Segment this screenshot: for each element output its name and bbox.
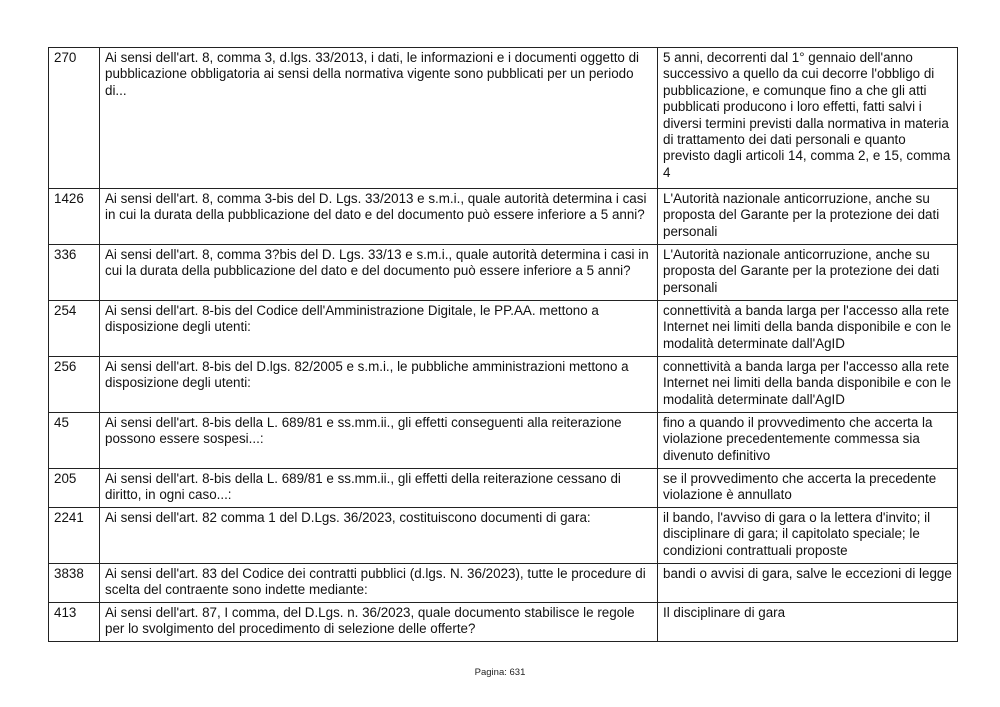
answer-text-cell: Il disciplinare di gara [658, 603, 958, 642]
question-text-cell: Ai sensi dell'art. 8, comma 3?bis del D. Lgs. 33/13 e s.m.i., quale autorità determina i casi in cui la durata della pubblicazione del dato e del documento può essere inferiore a 5 anni? [100, 245, 658, 301]
answer-text-cell: L'Autorità nazionale anticorruzione, anche su proposta del Garante per la protezione dei dati personali [658, 245, 958, 301]
question-text-cell: Ai sensi dell'art. 8-bis del Codice dell'Amministrazione Digitale, le PP.AA. mettono a disposizione degli utenti: [100, 301, 658, 357]
question-text-cell: Ai sensi dell'art. 8, comma 3-bis del D. Lgs. 33/2013 e s.m.i., quale autorità determina i casi in cui la durata della pubblicazione del dato e del documento può essere inferiore a 5 anni? [100, 189, 658, 245]
table-row [49, 564, 958, 603]
answer-text-cell: se il provvedimento che accerta la precedente violazione è annullato [658, 469, 958, 508]
answer-text-cell: 5 anni, decorrenti dal 1° gennaio dell'anno successivo a quello da cui decorre l'obbligo di pubblicazione, e comunque fino a che gli atti pubblicati producono i loro effetti, fatti salvi i diversi termini previsti dalla normativa in materia di trattamento dei dati personali e quanto previsto dagli articoli 14, comma 2, e 15, comma 4 [658, 48, 958, 189]
answer-text-cell: fino a quando il provvedimento che accerta la violazione precedentemente commessa sia divenuto definitivo [658, 413, 958, 469]
table-row [49, 357, 958, 413]
page-number: Pagina: 631 [474, 667, 526, 678]
table-row [49, 413, 958, 469]
question-id-cell: 256 [49, 357, 100, 413]
answer-text-cell: connettività a banda larga per l'accesso alla rete Internet nei limiti della banda disponibile e con le modalità determinate dall'AgID [658, 357, 958, 413]
question-id-cell: 254 [49, 301, 100, 357]
answer-text-cell: bandi o avvisi di gara, salve le eccezioni di legge [658, 564, 958, 603]
question-text-cell: Ai sensi dell'art. 8-bis della L. 689/81 e ss.mm.ii., gli effetti conseguenti alla reiterazione possono essere sospesi...: [100, 413, 658, 469]
question-id-cell: 270 [49, 48, 100, 189]
question-text-cell: Ai sensi dell'art. 8-bis del D.lgs. 82/2005 e s.m.i., le pubbliche amministrazioni mettono a disposizione degli utenti: [100, 357, 658, 413]
question-id-cell: 413 [49, 603, 100, 642]
question-id-cell: 45 [49, 413, 100, 469]
table-row [49, 189, 958, 245]
table-row [49, 508, 958, 564]
table-row [49, 48, 958, 189]
table-row [49, 245, 958, 301]
question-id-cell: 3838 [49, 564, 100, 603]
question-id-cell: 2241 [49, 508, 100, 564]
table-row [49, 301, 958, 357]
answer-text-cell: connettività a banda larga per l'accesso alla rete Internet nei limiti della banda disponibile e con le modalità determinate dall'AgID [658, 301, 958, 357]
question-id-cell: 1426 [49, 189, 100, 245]
question-id-cell: 336 [49, 245, 100, 301]
answer-text-cell: L'Autorità nazionale anticorruzione, anche su proposta del Garante per la protezione dei dati personali [658, 189, 958, 245]
answer-text-cell: il bando, l'avviso di gara o la lettera d'invito; il disciplinare di gara; il capitolato speciale; le condizioni contrattuali proposte [658, 508, 958, 564]
table-row [49, 603, 958, 642]
question-id-cell: 205 [49, 469, 100, 508]
question-text-cell: Ai sensi dell'art. 8-bis della L. 689/81 e ss.mm.ii., gli effetti della reiterazione cessano di diritto, in ogni caso...: [100, 469, 658, 508]
question-text-cell: Ai sensi dell'art. 87, I comma, del D.Lgs. n. 36/2023, quale documento stabilisce le regole per lo svolgimento del procedimento di selezione delle offerte? [100, 603, 658, 642]
question-table [48, 47, 958, 642]
question-text-cell: Ai sensi dell'art. 82 comma 1 del D.Lgs. 36/2023, costituiscono documenti di gara: [100, 508, 658, 564]
question-text-cell: Ai sensi dell'art. 8, comma 3, d.lgs. 33/2013, i dati, le informazioni e i documenti oggetto di pubblicazione obbligatoria ai sensi della normativa vigente sono pubblicati per un periodo di... [100, 48, 658, 189]
table-row [49, 469, 958, 508]
question-text-cell: Ai sensi dell'art. 83 del Codice dei contratti pubblici (d.lgs. N. 36/2023), tutte le procedure di scelta del contraente sono indette mediante: [100, 564, 658, 603]
question-table-body [49, 48, 958, 642]
